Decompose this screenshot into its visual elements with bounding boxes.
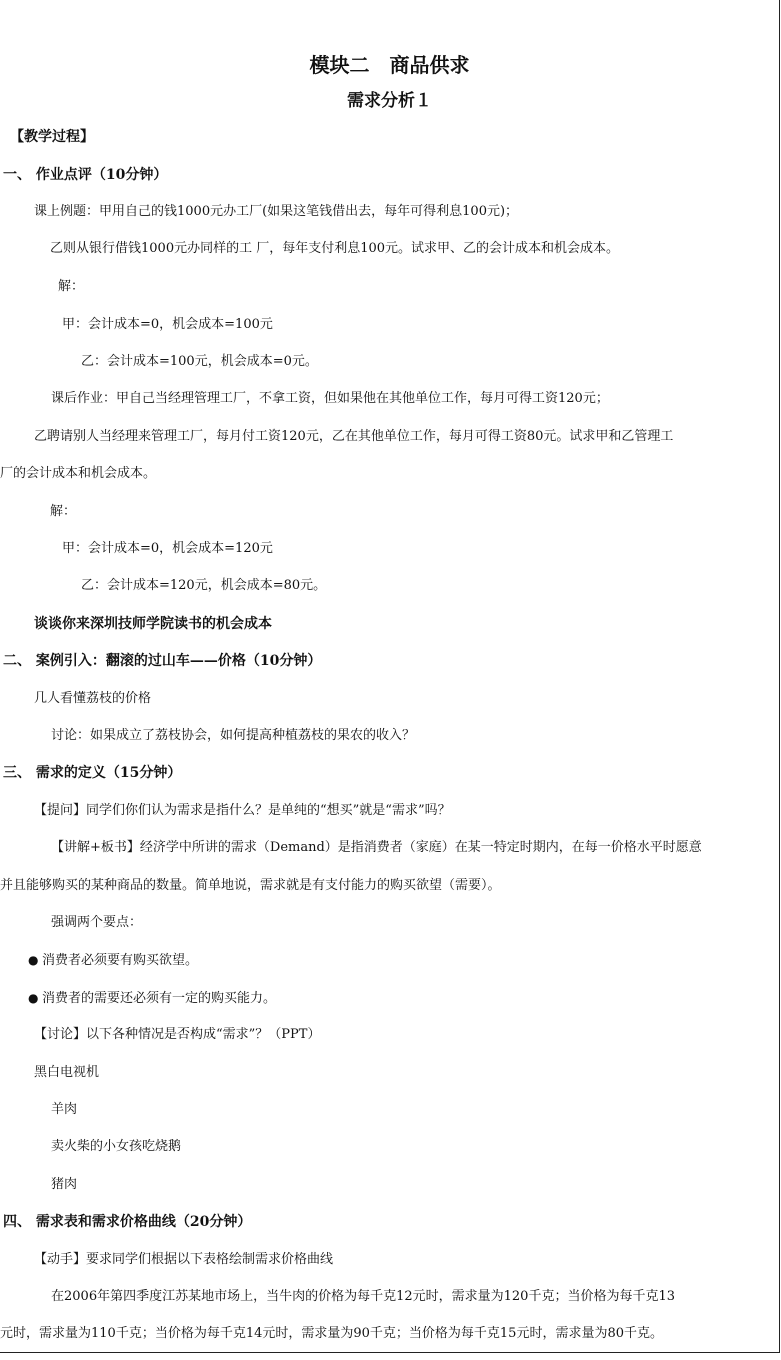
- page-title: [0, 52, 779, 78]
- demand-item-2: 羊肉: [51, 1102, 78, 1117]
- explain-line-1: 【讲解+板书】经济学中所讲的需求（Demand）是指消费者（家庭）在某一特定时期内，在每一价格水平时愿意: [51, 840, 702, 855]
- demand-item-4: 猪肉: [51, 1177, 78, 1192]
- demand-item-3: 卖火柴的小女孩吃烧鹅: [51, 1139, 182, 1154]
- discuss-line: 【讨论】以下各种情况是否构成“需求”？（PPT）: [34, 1027, 321, 1042]
- talk-opportunity-cost: 谈谈你来深圳技师学院读书的机会成本: [34, 616, 272, 632]
- section-1-heading: 一、 作业点评（10分钟）: [3, 167, 168, 183]
- answer-1-jia: 甲：会计成本=0，机会成本=100元: [62, 317, 273, 332]
- homework-line-2: 乙聘请别人当经理来管理工厂，每月付工资120元，乙在其他单位工作，每月可得工资80元。试求甲和乙管理工: [34, 429, 674, 444]
- lychee-price-line: 几人看懂荔枝的价格: [34, 691, 152, 706]
- section-3-heading: 三、 需求的定义（15分钟）: [3, 765, 182, 781]
- bullet-item-2: ● 消费者的需要还必须有一定的购买能力。: [28, 991, 277, 1006]
- homework-line-1: 课后作业：甲自己当经理管理工厂，不拿工资，但如果他在其他单位工作，每月可得工资120元；: [51, 391, 609, 406]
- question-line: 【提问】同学们你们认为需求是指什么？是单纯的“想买”就是“需求”吗？: [34, 803, 451, 818]
- section-2-heading: 二、 案例引入：翻滚的过山车——价格（10分钟）: [3, 653, 322, 669]
- bullet-item-1: ● 消费者必须要有购买欲望。: [28, 953, 199, 968]
- section-4-heading: 四、 需求表和需求价格曲线（20分钟）: [3, 1214, 252, 1230]
- bullet-icon: ●: [28, 991, 39, 1005]
- answer-1-yi: 乙：会计成本=100元，机会成本=0元。: [81, 354, 318, 369]
- beef-paragraph-line-1: 在2006年第四季度江苏某地市场上，当牛肉的价格为每千克12元时，需求量为120千克；当价格为每千克13: [51, 1289, 675, 1304]
- title-module: 模块二: [309, 53, 370, 77]
- answer-2-yi: 乙：会计成本=120元，机会成本=80元。: [81, 578, 327, 593]
- discussion-line: 讨论：如果成立了荔枝协会，如何提高种植荔枝的果农的收入？: [51, 728, 416, 743]
- teaching-process-heading: 【教学过程】: [10, 129, 94, 145]
- example-line-1: 课上例题：甲用自己的钱1000元办工厂(如果这笔钱借出去，每年可得利息100元)；: [34, 204, 519, 219]
- task-line: 【动手】要求同学们根据以下表格绘制需求价格曲线: [34, 1252, 334, 1267]
- emphasis-line: 强调两个要点：: [51, 915, 143, 930]
- bullet-icon: ●: [28, 953, 39, 967]
- example-line-2: 乙则从银行借钱1000元办同样的工 厂，每年支付利息100元。试求甲、乙的会计成本和机会成本。: [50, 241, 620, 256]
- answer-2-jia: 甲：会计成本=0，机会成本=120元: [62, 541, 273, 556]
- beef-paragraph-line-2: 元时，需求量为110千克；当价格为每千克14元时，需求量为90千克；当价格为每千克15元时，需求量为80千克。: [0, 1326, 663, 1341]
- title-topic: 商品供求: [389, 53, 470, 77]
- demand-item-1: 黑白电视机: [34, 1065, 100, 1080]
- homework-line-3: 厂的会计成本和机会成本。: [0, 466, 157, 481]
- explain-line-2: 并且能够购买的某种商品的数量。简单地说，需求就是有支付能力的购买欲望（需要）。: [0, 878, 501, 893]
- page-subtitle: 需求分析１: [347, 91, 432, 111]
- solution-label-2: 解：: [50, 504, 77, 519]
- solution-label-1: 解：: [58, 279, 85, 294]
